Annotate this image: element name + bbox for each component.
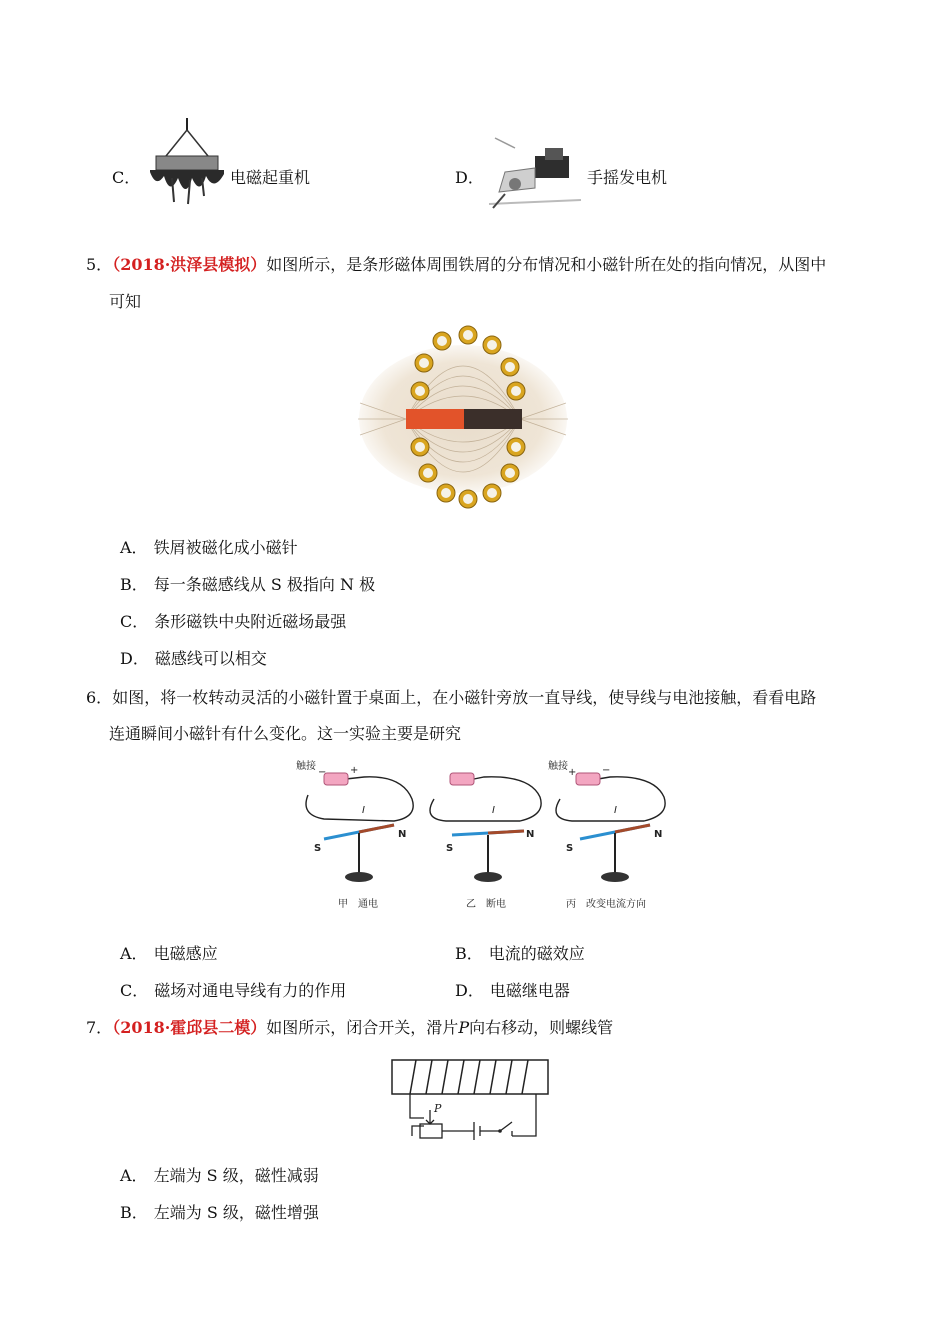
option-text: 手摇发电机	[587, 168, 668, 187]
prev-option-d	[453, 116, 783, 216]
option-text: 电磁感应	[153, 944, 218, 963]
panel-2-caption: 乙 断电	[466, 899, 506, 910]
solenoid-circuit-figure	[388, 1056, 554, 1148]
slider-label-p: P	[434, 1102, 442, 1115]
prev-option-c	[110, 116, 440, 216]
variable-p: P	[458, 1018, 470, 1037]
question-stem: 如图，将一枚转动灵活的小磁针置于桌面上，在小磁针旁放一直导线，使导线与电池接触，看看电路	[112, 688, 817, 707]
question-stem-end: 向右移动，则螺线管	[469, 1018, 614, 1037]
option-text: 电磁起重机	[230, 168, 311, 187]
question-6-line2: 连通瞬间小磁针有什么变化。这一实验主要是研究	[109, 724, 462, 743]
option-letter: C．	[112, 168, 141, 187]
question-stem: 如图所示，闭合开关，滑片	[266, 1018, 459, 1037]
panel-2-n-label: N	[526, 829, 535, 840]
panel-3-caption: 丙 改变电流方向	[566, 899, 646, 910]
option-text: 条形磁铁中央附近磁场最强	[154, 612, 347, 631]
panel-2-current: I	[492, 805, 495, 816]
panel-3-n-label: N	[654, 829, 663, 840]
panel-2-s-label: S	[446, 843, 454, 854]
option-letter: C．	[120, 981, 149, 1000]
panel-1-top-label: 触接	[296, 761, 316, 772]
option-d[interactable]	[455, 981, 570, 1001]
option-b[interactable]	[455, 944, 585, 964]
option-text: 磁感线可以相交	[154, 649, 267, 668]
question-source: （2018·洪泽县模拟）	[112, 255, 267, 274]
panel-1-minus: −	[318, 767, 327, 778]
option-letter: A．	[120, 538, 148, 557]
panel-1-s-label: S	[314, 843, 322, 854]
panel-1-current: I	[362, 805, 365, 816]
option-letter: D．	[120, 649, 149, 668]
option-text: 左端为 S 级，磁性减弱	[153, 1166, 319, 1185]
option-c[interactable]	[120, 981, 346, 1001]
option-letter: B．	[120, 575, 148, 594]
option-text: 每一条磁感线从 S 极指向 N 极	[153, 575, 376, 594]
option-letter: D．	[455, 168, 484, 187]
oersted-experiment-figure	[294, 755, 674, 913]
option-a[interactable]	[120, 538, 298, 558]
option-letter: A．	[120, 944, 148, 963]
option-b[interactable]	[120, 1203, 319, 1223]
panel-3-top-label: 触接	[548, 761, 568, 772]
question-6-line1	[86, 688, 816, 708]
option-a[interactable]	[120, 944, 218, 964]
option-text: 电流的磁效应	[488, 944, 585, 963]
question-number: 6．	[86, 688, 113, 707]
question-5-line2: 可知	[109, 292, 142, 311]
panel-3-current: I	[614, 805, 617, 816]
question-number: 5．	[86, 255, 113, 274]
bar-magnet-iron-filings-figure	[356, 323, 570, 513]
panel-1-caption: 甲 通电	[338, 899, 378, 910]
option-text: 电磁继电器	[489, 981, 570, 1000]
option-letter: C．	[120, 612, 149, 631]
question-5-line1	[86, 255, 826, 275]
electromagnetic-crane-image	[142, 116, 232, 208]
question-7-line1	[86, 1018, 613, 1038]
question-number: 7．	[86, 1018, 113, 1037]
option-text: 磁场对通电导线有力的作用	[154, 981, 347, 1000]
option-c[interactable]	[120, 612, 346, 632]
option-letter: B．	[455, 944, 483, 963]
option-b[interactable]	[120, 575, 375, 595]
panel-1-plus: +	[350, 765, 359, 776]
hand-cranked-generator-image	[485, 128, 585, 210]
question-source: （2018·霍邱县二模）	[112, 1018, 267, 1037]
option-letter: A．	[120, 1166, 148, 1185]
panel-3-plus: +	[568, 767, 577, 778]
panel-1-n-label: N	[398, 829, 407, 840]
panel-3-s-label: S	[566, 843, 574, 854]
question-stem: 如图所示，是条形磁体周围铁屑的分布情况和小磁针所在处的指向情况，从图中	[266, 255, 827, 274]
option-a[interactable]	[120, 1166, 319, 1186]
option-text: 铁屑被磁化成小磁针	[153, 538, 298, 557]
option-d[interactable]	[120, 649, 267, 669]
option-letter: B．	[120, 1203, 148, 1222]
panel-3-minus: −	[602, 765, 611, 776]
option-letter: D．	[455, 981, 484, 1000]
option-text: 左端为 S 级，磁性增强	[153, 1203, 319, 1222]
